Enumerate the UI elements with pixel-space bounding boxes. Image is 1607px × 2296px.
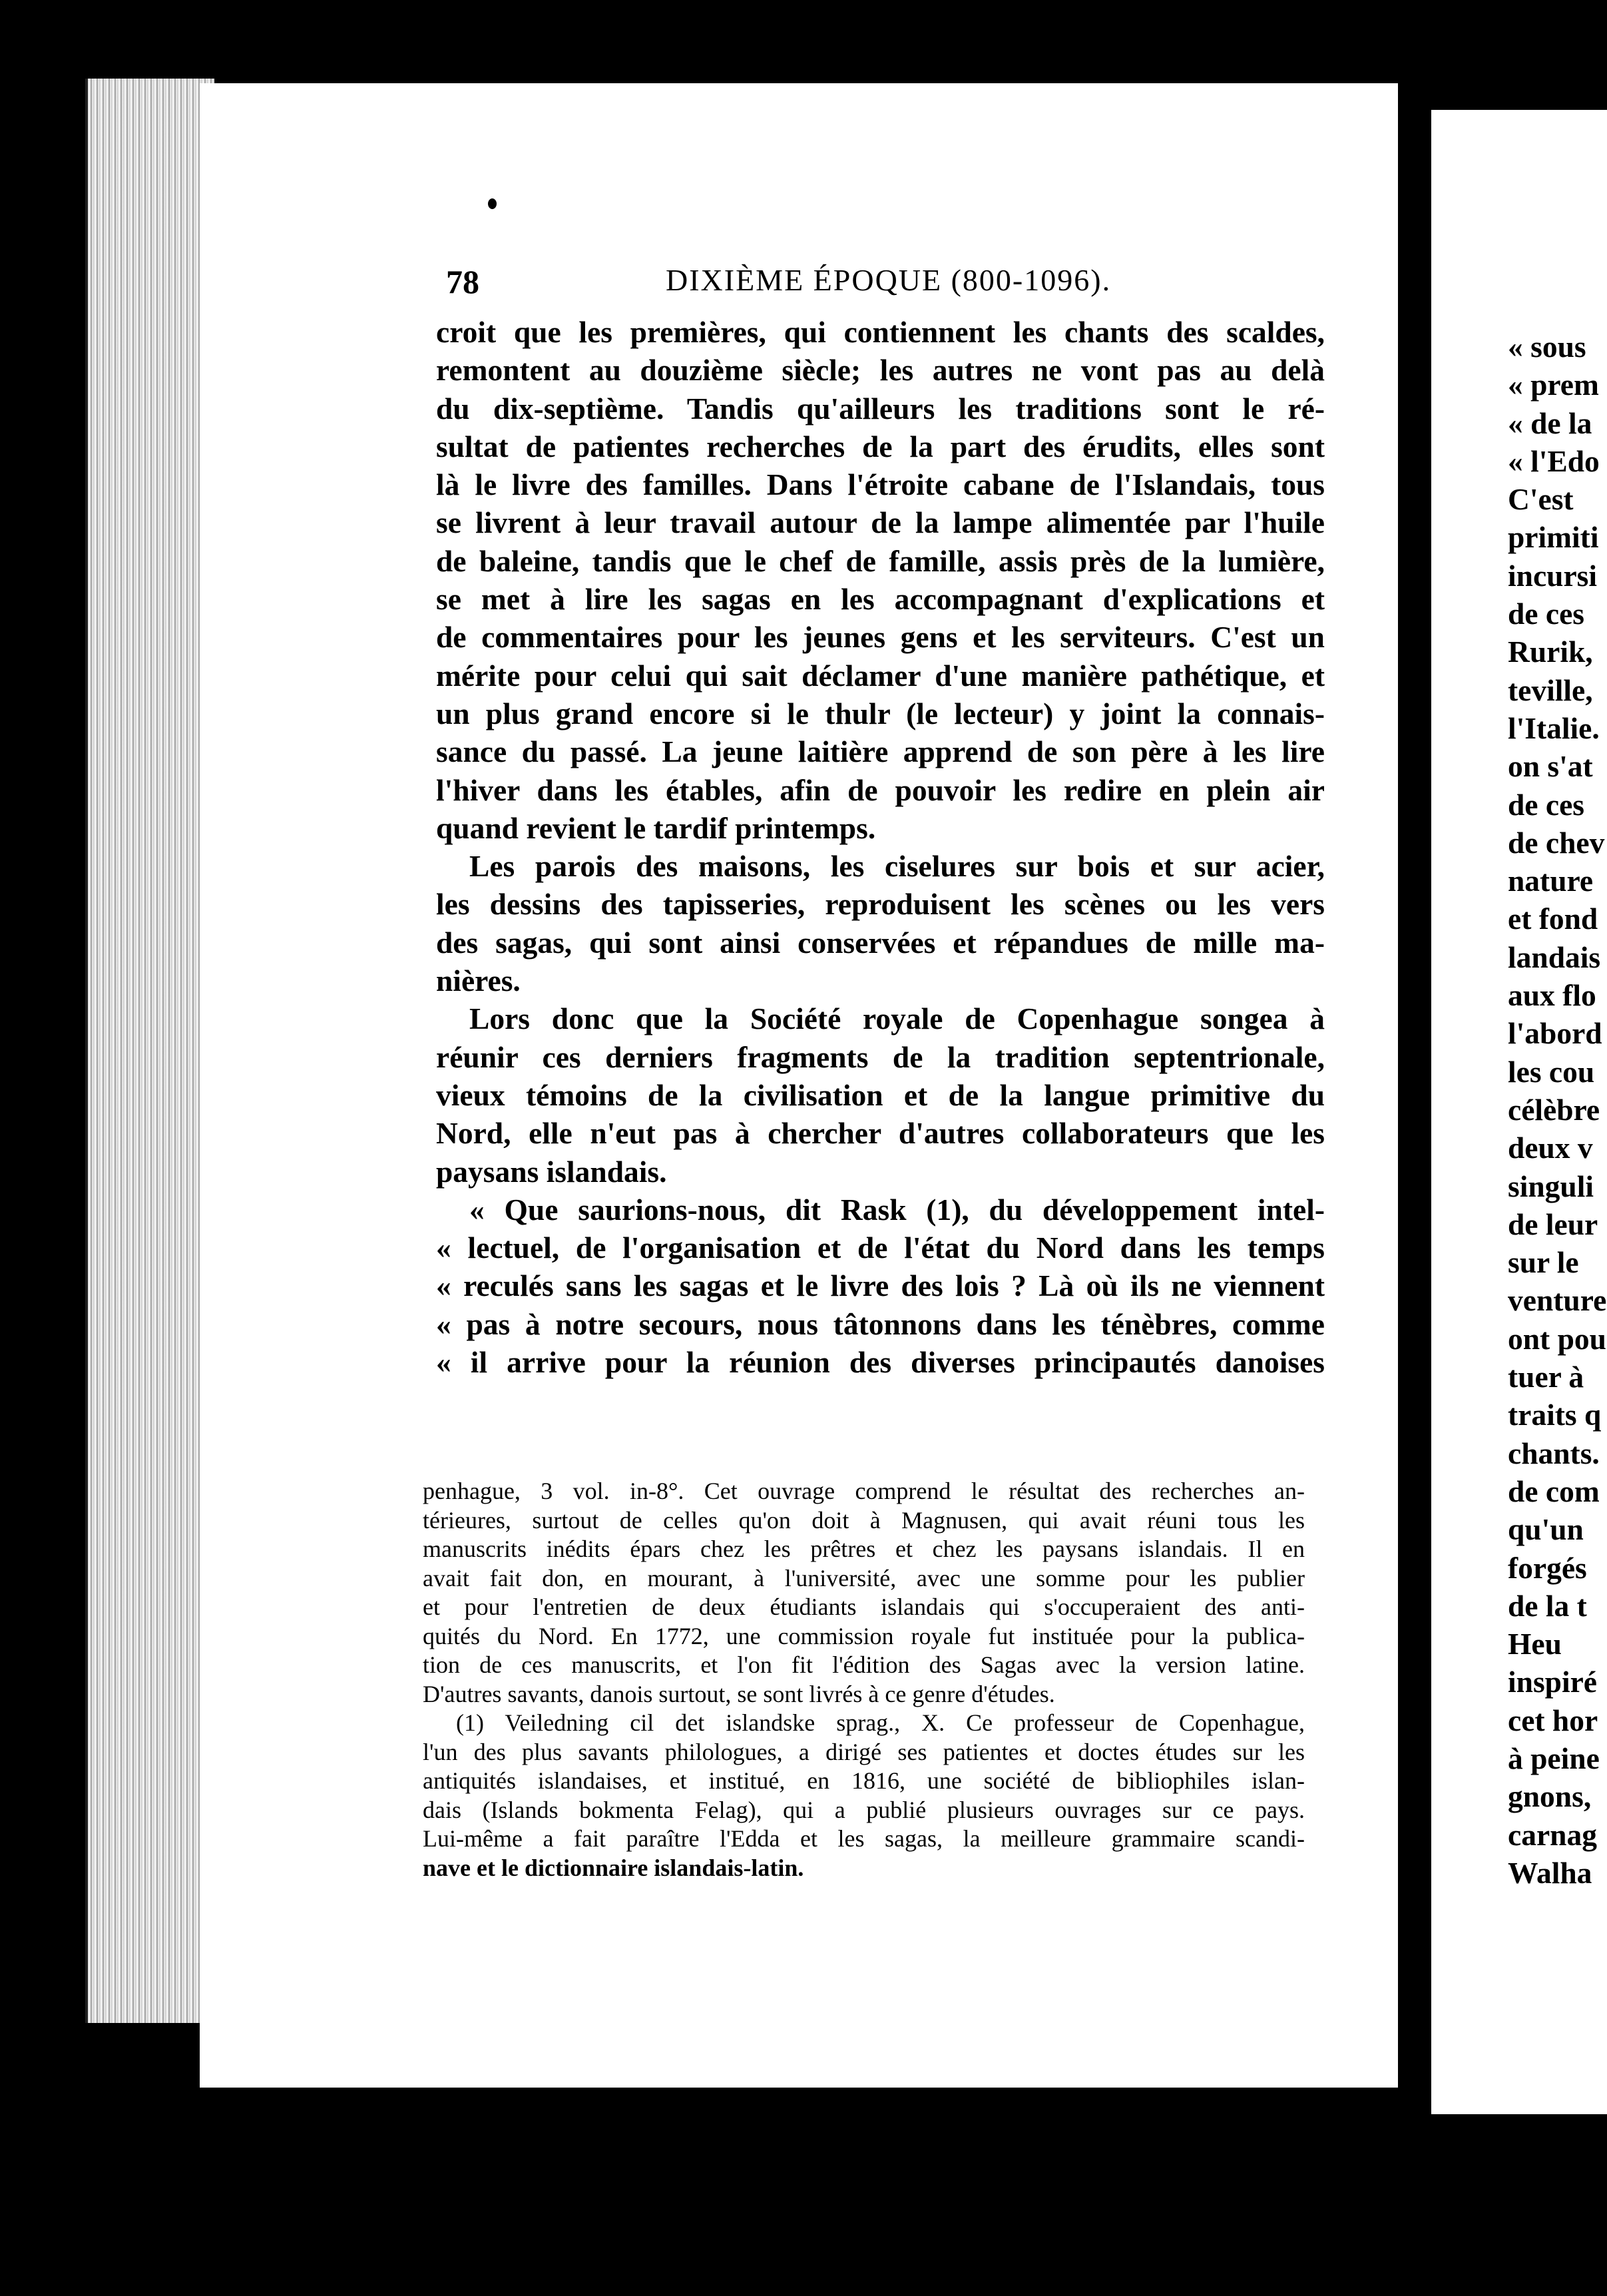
body-line: « Que saurions-nous, dit Rask (1), du développement intel- <box>469 1192 1325 1227</box>
body-line: nières. <box>436 964 521 998</box>
right-page-line: « sous <box>1508 330 1586 364</box>
footnote-line: dais (Islands bokmenta Felag), qui a publié plusieurs ouvrages sur ce pays. <box>423 1796 1305 1823</box>
footnote-line: D'autres savants, danois surtout, se sont livrés à ce genre d'études. <box>423 1680 1055 1707</box>
right-page-line: incursi <box>1508 558 1597 593</box>
footnote-line: antiquités islandaises, et institué, en 1816, une société de bibliophiles islan- <box>423 1767 1305 1794</box>
body-line: « il arrive pour la réunion des diverses principautés danoises <box>436 1345 1325 1380</box>
right-page-line: les cou <box>1508 1054 1595 1089</box>
right-page-line: Rurik, <box>1508 635 1593 669</box>
right-page-line: venture <box>1508 1283 1607 1318</box>
right-page-line: de ces <box>1508 597 1584 631</box>
right-page-line: et fond <box>1508 902 1598 936</box>
right-page-line: aux flo <box>1508 978 1596 1013</box>
footnotes <box>423 1477 1305 1882</box>
right-page-line: teville, <box>1508 673 1593 707</box>
right-page-line: de leur <box>1508 1207 1598 1241</box>
right-page-line: chants. <box>1508 1436 1600 1470</box>
footnote-line: penhague, 3 vol. in-8°. Cet ouvrage comprend le résultat des recherches an- <box>423 1478 1305 1504</box>
body-line: sultat de patientes recherches de la part des érudits, elles sont <box>436 429 1325 463</box>
right-page-line: nature <box>1508 864 1594 898</box>
footnote-line: Lui-même a fait paraître l'Edda et les sagas, la meilleure grammaire scandi- <box>423 1825 1305 1852</box>
body-line: quand revient le tardif printemps. <box>436 810 876 845</box>
right-page-line: l'Italie. <box>1508 711 1600 745</box>
body-line: Nord, elle n'eut pas à chercher d'autres collaborateurs que les <box>436 1116 1325 1151</box>
right-page-line: C'est <box>1508 482 1574 517</box>
right-page-line: « prem <box>1508 368 1599 402</box>
right-page-line: « de la <box>1508 406 1592 440</box>
running-head: DIXIÈME ÉPOQUE (800-1096). <box>666 263 1112 297</box>
right-page-line: landais <box>1508 940 1601 974</box>
right-page-line: primiti <box>1508 520 1599 555</box>
right-page-line: deux v <box>1508 1131 1593 1165</box>
right-page-line: sur le <box>1508 1245 1579 1280</box>
body-line: paysans islandais. <box>436 1154 667 1189</box>
page-number: 78 <box>446 263 479 300</box>
footnote-line: manuscrits inédits épars chez les prêtres et chez les paysans islandais. Il en <box>423 1536 1305 1562</box>
body-line: réunir ces derniers fragments de la tradition septentrionale, <box>436 1039 1325 1074</box>
body-line: « reculés sans les sagas et le livre des lois ? Là où ils ne viennent <box>436 1269 1325 1303</box>
footnote-line: quités du Nord. En 1772, une commission royale fut instituée pour la publica- <box>423 1622 1305 1649</box>
footnote-line: et pour l'entretien de deux étudiants islandais qui s'occuperaient des anti- <box>423 1593 1305 1620</box>
body-line: mérite pour celui qui sait déclamer d'une manière pathétique, et <box>436 658 1325 693</box>
right-page-line: singuli <box>1508 1169 1594 1203</box>
body-line: vieux témoins de la civilisation et de la langue primitive du <box>436 1077 1325 1112</box>
page-header <box>446 262 1311 309</box>
body-line: Les parois des maisons, les ciselures sur bois et sur acier, <box>469 849 1325 884</box>
right-page-line: à peine <box>1508 1741 1600 1775</box>
footnote-line: (1) Veiledning cil det islandske sprag., X. Ce professeur de Copenhague, <box>456 1709 1305 1736</box>
right-page-line: gnons, <box>1508 1779 1592 1814</box>
right-page-line: cet hor <box>1508 1703 1598 1737</box>
body-line: se livrent à leur travail autour de la lampe alimentée par l'huile <box>436 505 1325 540</box>
right-page-line: qu'un <box>1508 1512 1584 1547</box>
right-page-line: célèbre <box>1508 1092 1600 1127</box>
right-page-line: de com <box>1508 1474 1600 1508</box>
ink-dot <box>488 198 497 209</box>
body-line: sance du passé. La jeune laitière apprend de son père à les lire <box>436 734 1325 769</box>
right-page-line: de chev <box>1508 825 1605 860</box>
footnote-line: nave et le dictionnaire islandais-latin. <box>423 1854 804 1881</box>
body-line: se met à lire les sagas en les accompagnant d'explications et <box>436 582 1325 617</box>
body-line: de baleine, tandis que le chef de famille, assis près de la lumière, <box>436 543 1325 578</box>
right-page-line: tuer à <box>1508 1360 1584 1394</box>
body-line: croit que les premières, qui contiennent les chants des scaldes, <box>436 315 1325 349</box>
right-page-line: traits q <box>1508 1398 1602 1432</box>
body-line: l'hiver dans les étables, afin de pouvoir les redire en plein air <box>436 772 1325 807</box>
right-page-line: de ces <box>1508 787 1584 822</box>
footnote-line: avait fait don, en mourant, à l'université, avec une somme pour les publier <box>423 1564 1305 1591</box>
body-line: les dessins des tapisseries, reproduisent les scènes ou les vers <box>436 887 1325 922</box>
body-line: là le livre des familles. Dans l'étroite cabane de l'Islandais, tous <box>436 467 1325 502</box>
footnote-line: térieures, surtout de celles qu'on doit à Magnusen, qui avait réuni tous les <box>423 1506 1305 1534</box>
body-line: de commentaires pour les jeunes gens et les serviteurs. C'est un <box>436 620 1325 655</box>
body-line: du dix-septième. Tandis qu'ailleurs les traditions sont le ré- <box>436 391 1325 426</box>
right-page-line: ont pou <box>1508 1321 1606 1356</box>
right-page-line: carnag <box>1508 1817 1597 1852</box>
body-text <box>436 313 1325 1381</box>
right-page-line: forgés <box>1508 1550 1587 1585</box>
right-page-line: de la t <box>1508 1588 1587 1623</box>
body-line: Lors donc que la Société royale de Copenhague songea à <box>469 1002 1325 1036</box>
right-page-line: Walha <box>1508 1855 1592 1890</box>
right-page-line: Heu <box>1508 1627 1562 1661</box>
right-page-line: inspiré <box>1508 1665 1597 1699</box>
footnote-line: l'un des plus savants philologues, a dirigé ses patientes et doctes études sur les <box>423 1738 1305 1765</box>
body-line: « lectuel, de l'organisation et de l'état du Nord dans les temps <box>436 1231 1325 1265</box>
page-edge-stack <box>85 79 214 2023</box>
right-page-line: « l'Edo <box>1508 443 1600 478</box>
right-page-line: on s'at <box>1508 749 1593 784</box>
footnote-line: tion de ces manuscrits, et l'on fit l'édition des Sagas avec la version latine. <box>423 1651 1305 1678</box>
body-line: remontent au douzième siècle; les autres ne vont pas au delà <box>436 353 1325 388</box>
body-line: des sagas, qui sont ainsi conservées et répandues de mille ma- <box>436 925 1325 960</box>
right-page-line: l'abord <box>1508 1016 1602 1051</box>
body-line: « pas à notre secours, nous tâtonnons dans les ténèbres, comme <box>436 1306 1325 1341</box>
body-line: un plus grand encore si le thulr (le lecteur) y joint la connais- <box>436 696 1325 730</box>
right-page-text <box>1508 328 1607 1892</box>
